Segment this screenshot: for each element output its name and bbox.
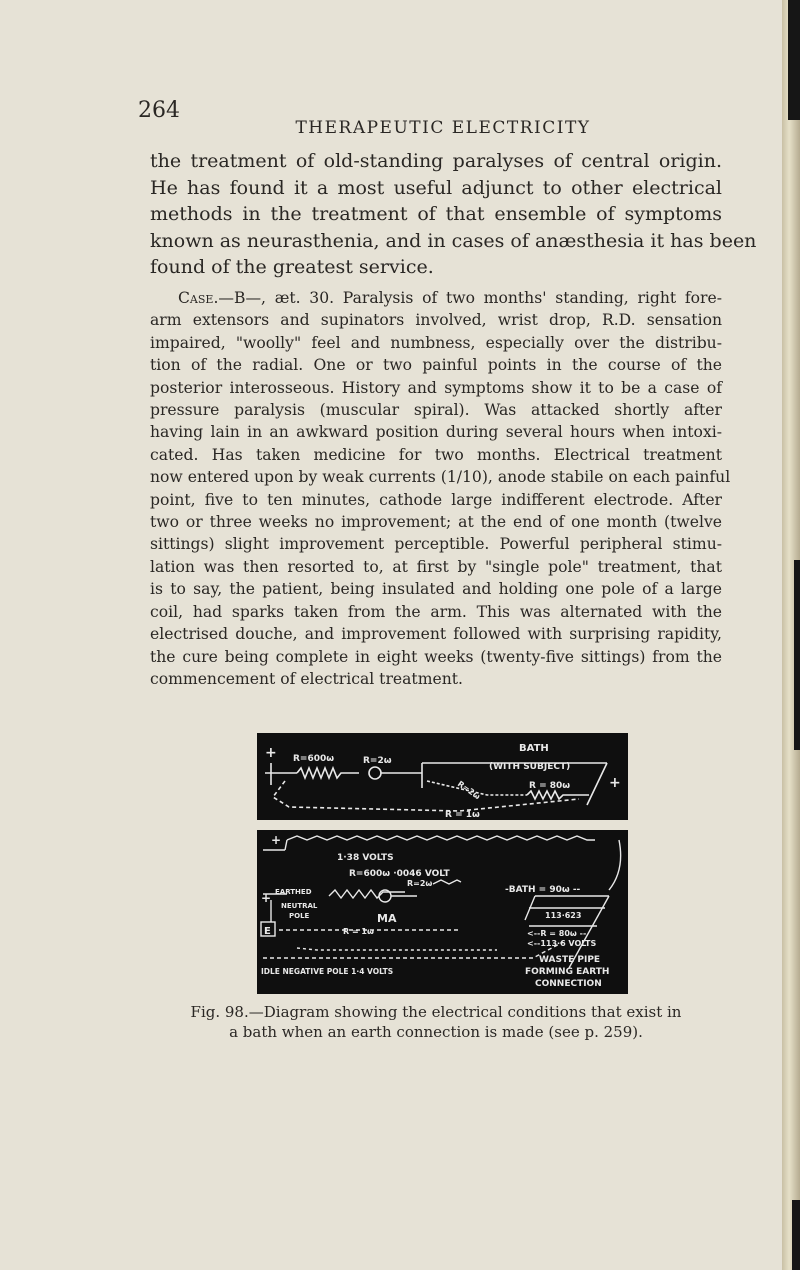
resistance-1-label: R = 1ω bbox=[343, 927, 374, 936]
text-line: the cure being complete in eight weeks (twenty-five sittings) from the bbox=[150, 647, 722, 666]
text-line: known as neurasthenia, and in cases of anæsthesia it has been bbox=[150, 229, 757, 252]
resistance-2-label: R=2ω bbox=[407, 879, 433, 888]
text-line: methods in the treatment of that ensemble of symptoms bbox=[150, 203, 722, 225]
text-line-rest: —B—, æt. 30. Paralysis of two months' standing, right fore- bbox=[218, 289, 722, 307]
paragraph-1 bbox=[150, 148, 757, 281]
running-head: THERAPEUTIC ELECTRICITY bbox=[295, 118, 591, 138]
with-subject-label: (WITH SUBJECT) bbox=[489, 762, 571, 772]
waste-pipe-label: WASTE PIPE bbox=[539, 955, 601, 965]
edge-shadow bbox=[788, 0, 800, 120]
text-line: sittings) slight improvement perceptible. Powerful peripheral stimu- bbox=[150, 535, 722, 554]
plus-right-label: + bbox=[609, 775, 621, 791]
edge-shadow bbox=[794, 560, 800, 750]
milliammeter-label: MA bbox=[377, 912, 397, 925]
text-line: arm extensors and supinators involved, wrist drop, R.D. sensation bbox=[150, 311, 722, 330]
voltage-113-volts-label: <--113·6 VOLTS bbox=[527, 939, 597, 948]
caption-line: a bath when an earth connection is made (see p. 259). bbox=[229, 1023, 643, 1041]
forming-earth-label: FORMING EARTH bbox=[525, 967, 610, 977]
plus-label: + bbox=[271, 833, 282, 847]
circuit-diagram-simple-svg bbox=[257, 733, 628, 820]
resistance-2-label: R=2ω bbox=[363, 756, 392, 766]
idle-negative-pole-label: IDLE NEGATIVE POLE 1·4 VOLTS bbox=[261, 967, 394, 976]
plus-left-label: + bbox=[265, 745, 277, 761]
resistance-1-label: R = 1ω bbox=[445, 810, 480, 820]
paragraph-case bbox=[150, 287, 731, 690]
text-line bbox=[150, 287, 722, 309]
text-line: coil, had sparks taken from the arm. This was alternated with the bbox=[150, 602, 722, 621]
text-line: having lain in an awkward position during several hours when intoxi- bbox=[150, 423, 722, 442]
text-line: electrised douche, and improvement followed with surprising rapidity, bbox=[150, 625, 722, 644]
text-line: now entered upon by weak currents (1/10), anode stabile on each painful bbox=[150, 468, 731, 487]
circuit-diagram-bath bbox=[257, 830, 628, 994]
figure-caption bbox=[150, 1002, 722, 1042]
text-line: the treatment of old-standing paralyses of central origin. bbox=[150, 150, 722, 172]
volts-label: 1·38 VOLTS bbox=[337, 853, 394, 863]
plus-small-label: + bbox=[261, 891, 272, 905]
text-line: two or three weeks no improvement; at the end of one month (twelve bbox=[150, 513, 722, 532]
connection-label: CONNECTION bbox=[535, 979, 602, 989]
text-line: is to say, the patient, being insulated and holding one pole of a large bbox=[150, 580, 722, 599]
text-line: tion of the radial. One or two painful points in the course of the bbox=[150, 356, 722, 375]
text-line: posterior interosseous. History and symptoms show it to be a case of bbox=[150, 378, 722, 397]
pole-label: POLE bbox=[289, 912, 310, 920]
neutral-label: NEUTRAL bbox=[281, 902, 318, 910]
circuit-diagram-simple bbox=[257, 733, 628, 820]
circuit-diagram-bath-svg bbox=[257, 830, 628, 994]
text-line: He has found it a most useful adjunct to other electrical bbox=[150, 176, 722, 199]
resistance-80-label: <--R = 80ω -- bbox=[527, 929, 587, 938]
earthed-label: EARTHED bbox=[275, 888, 312, 896]
text-line: lation was then resorted to, at first by "single pole" treatment, that bbox=[150, 557, 722, 576]
earth-e-label: E bbox=[264, 926, 271, 937]
bath-90-label: -BATH = 90ω -- bbox=[505, 885, 581, 895]
page-number: 264 bbox=[138, 98, 180, 123]
voltage-113-label: 113·623 bbox=[545, 911, 582, 920]
caption-line: Fig. 98.—Diagram showing the electrical conditions that exist in bbox=[190, 1003, 682, 1021]
text-line: impaired, "woolly" feel and numbness, especially over the distribu- bbox=[150, 333, 722, 352]
text-line: pressure paralysis (muscular spiral). Was attacked shortly after bbox=[150, 401, 722, 420]
case-label: Case. bbox=[178, 289, 219, 307]
resistance-600-volt-label: R=600ω ·0046 VOLT bbox=[349, 869, 450, 879]
text-line: found of the greatest service. bbox=[150, 256, 434, 278]
bath-label: BATH bbox=[519, 743, 549, 754]
text-line: commencement of electrical treatment. bbox=[150, 669, 463, 688]
resistance-600-label: R=600ω bbox=[293, 754, 335, 764]
page-header bbox=[138, 98, 748, 138]
book-edge bbox=[782, 0, 800, 1270]
text-line: point, five to ten minutes, cathode large indifferent electrode. After bbox=[150, 490, 722, 509]
edge-shadow bbox=[792, 1200, 800, 1270]
resistance-80-label: R = 80ω bbox=[529, 781, 571, 791]
slanted-resistance-label: R=2ω bbox=[455, 779, 482, 802]
text-line: cated. Has taken medicine for two months. Electrical treatment bbox=[150, 445, 722, 464]
